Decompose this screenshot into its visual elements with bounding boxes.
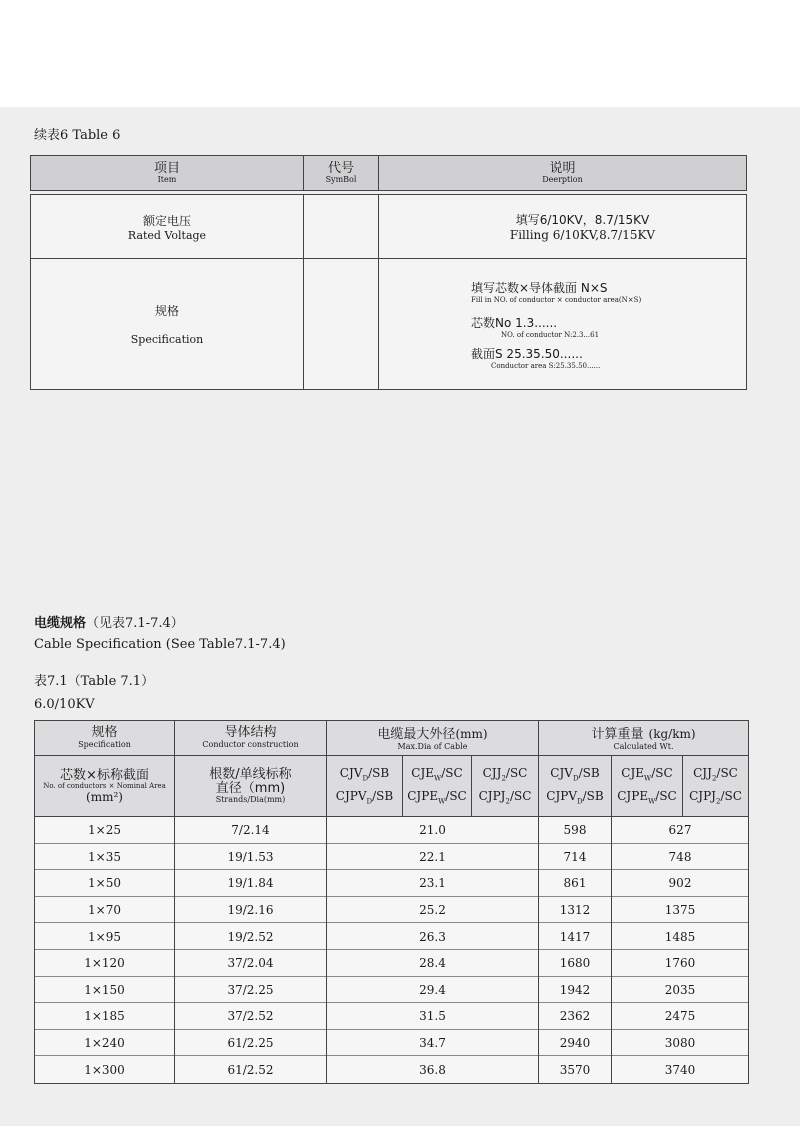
cores-note: 芯数No 1.3...... <box>471 315 558 330</box>
header-conductor: 导体结构 Conductor construction <box>202 725 299 749</box>
cell-weight-cjv: 1312 <box>559 903 591 918</box>
table71 <box>34 720 749 1084</box>
cell-conductor: 37/2.25 <box>227 982 274 997</box>
section-title <box>34 612 184 631</box>
cell-spec: 1×50 <box>88 876 121 891</box>
cell-weight-cje-cjj: 748 <box>668 849 692 864</box>
table-row <box>35 870 748 897</box>
type-col-cjv-weight: $CJV_D/SB$ $CJPV_D/SB$ <box>546 766 604 805</box>
cell-weight-cjv: 3570 <box>559 1062 591 1077</box>
cell-spec: 1×240 <box>84 1036 125 1051</box>
area-note-en: Conductor area S:25.35.50...... <box>491 361 601 370</box>
cell-weight-cjv: 1417 <box>559 929 591 944</box>
table-row <box>35 897 748 924</box>
section-title-ref: （见表7.1-7.4） <box>86 616 184 631</box>
description-zh: 填写芯数×导体截面 N×S <box>471 280 608 295</box>
description-en: Fill in NO. of conductor × conductor area(N×S) <box>471 295 642 304</box>
header-weight: 计算重量 (kg/km) Calculated Wt. <box>591 727 696 751</box>
cell-diameter: 28.4 <box>419 956 446 971</box>
item-label-en: Rated Voltage <box>127 228 207 242</box>
cell-conductor: 19/1.84 <box>227 876 274 891</box>
table71-caption: 表7.1（Table 7.1） <box>34 674 155 689</box>
cell-weight-cjv: 598 <box>563 823 587 838</box>
cell-conductor: 37/2.52 <box>227 1009 274 1024</box>
table-row <box>35 844 748 871</box>
cell-conductor: 19/1.53 <box>227 849 274 864</box>
cell-weight-cje-cjj: 2475 <box>664 1009 696 1024</box>
cell-spec: 1×70 <box>88 903 121 918</box>
cell-spec: 1×150 <box>84 982 125 997</box>
cell-conductor: 19/2.16 <box>227 903 274 918</box>
table-row <box>35 1003 748 1030</box>
symbol-cell <box>304 259 379 389</box>
table-row <box>35 977 748 1004</box>
cell-weight-cje-cjj: 902 <box>668 876 692 891</box>
cell-spec: 1×25 <box>88 823 121 838</box>
cell-weight-cje-cjj: 2035 <box>664 982 696 997</box>
cell-spec: 1×300 <box>84 1062 125 1077</box>
cell-weight-cjv: 1942 <box>559 982 591 997</box>
table-row <box>35 1056 748 1083</box>
table6-body <box>30 194 747 390</box>
table6-header <box>30 155 747 191</box>
table71-body <box>35 817 748 1083</box>
table6-row-rated-voltage <box>31 195 746 259</box>
table-row <box>35 923 748 950</box>
table6-header-description: 说明 Deerption <box>542 160 583 184</box>
type-col-cjj: $CJJ_2/SC$ $CJPJ_2/SC$ <box>478 766 532 805</box>
item-label-en: Specification <box>130 333 204 346</box>
table6-row-specification <box>31 259 746 389</box>
section-title-zh: 电缆规格 <box>34 616 87 631</box>
table-row <box>35 1030 748 1057</box>
description-zh: 填写6/10KV，8.7/15KV <box>515 213 650 227</box>
cell-conductor: 61/2.25 <box>227 1036 274 1051</box>
cell-diameter: 36.8 <box>419 1062 446 1077</box>
cell-diameter: 31.5 <box>419 1009 446 1024</box>
item-label-zh: 额定电压 <box>142 213 191 228</box>
cell-weight-cjv: 1680 <box>559 956 591 971</box>
cell-weight-cjv: 2940 <box>559 1036 591 1051</box>
cell-weight-cje-cjj: 3080 <box>664 1036 696 1051</box>
header-max-diameter: 电缆最大外径(mm) Max.Dia of Cable <box>377 727 488 751</box>
cell-spec: 1×120 <box>84 956 125 971</box>
cell-weight-cje-cjj: 1375 <box>664 903 696 918</box>
table6-caption: 续表6 Table 6 <box>34 128 121 143</box>
cell-spec: 1×185 <box>84 1009 125 1024</box>
description-en: Filling 6/10KV,8.7/15KV <box>509 228 656 242</box>
header-cores-area: 芯数×标称截面 No. of conductors × Nominal Area (mm²) <box>43 767 166 804</box>
table-row <box>35 950 748 977</box>
item-label-zh: 规格 <box>154 304 179 318</box>
table6-header-symbol: 代号 SymBol <box>304 156 379 190</box>
table71-header <box>35 721 748 817</box>
cell-diameter: 34.7 <box>419 1036 446 1051</box>
cell-weight-cje-cjj: 627 <box>668 823 692 838</box>
cell-weight-cjv: 861 <box>563 876 587 891</box>
cell-conductor: 61/2.52 <box>227 1062 274 1077</box>
cores-note-en: NO. of conductor N:2.3...61 <box>501 330 600 339</box>
cell-diameter: 26.3 <box>419 929 446 944</box>
cell-diameter: 29.4 <box>419 982 446 997</box>
type-col-cjj-weight: $CJJ_2/SC$ $CJPJ_2/SC$ <box>689 766 742 805</box>
cell-diameter: 21.0 <box>419 823 446 838</box>
cell-conductor: 19/2.52 <box>227 929 274 944</box>
cell-weight-cjv: 2362 <box>559 1009 591 1024</box>
area-note: 截面S 25.35.50...... <box>471 346 583 361</box>
header-strands: 根数/单线标称 直径（mm) Strands/Dia(mm) <box>209 766 292 805</box>
type-col-cje-weight: $CJE_W/SC$ $CJPE_W/SC$ <box>617 766 677 805</box>
table-row <box>35 817 748 844</box>
type-col-cjv: $CJV_D/SB$ $CJPV_D/SB$ <box>335 766 394 805</box>
symbol-cell <box>304 195 379 258</box>
cell-spec: 1×35 <box>88 849 121 864</box>
cell-diameter: 23.1 <box>419 876 446 891</box>
table6-header-item: 项目 Item <box>31 156 304 190</box>
cell-conductor: 7/2.14 <box>231 823 270 838</box>
cell-weight-cje-cjj: 1760 <box>664 956 696 971</box>
cell-spec: 1×95 <box>88 929 121 944</box>
type-col-cje: $CJE_W/SC$ $CJPE_W/SC$ <box>407 766 467 805</box>
header-spec: 规格 Specification <box>78 725 131 749</box>
cell-diameter: 22.1 <box>419 849 446 864</box>
voltage-label: 6.0/10KV <box>34 697 95 712</box>
cell-diameter: 25.2 <box>419 903 446 918</box>
cell-weight-cje-cjj: 3740 <box>664 1062 696 1077</box>
section-title-en: Cable Specification (See Table7.1-7.4) <box>34 637 286 652</box>
cell-weight-cjv: 714 <box>563 849 587 864</box>
cell-weight-cje-cjj: 1485 <box>664 929 696 944</box>
cell-conductor: 37/2.04 <box>227 956 274 971</box>
